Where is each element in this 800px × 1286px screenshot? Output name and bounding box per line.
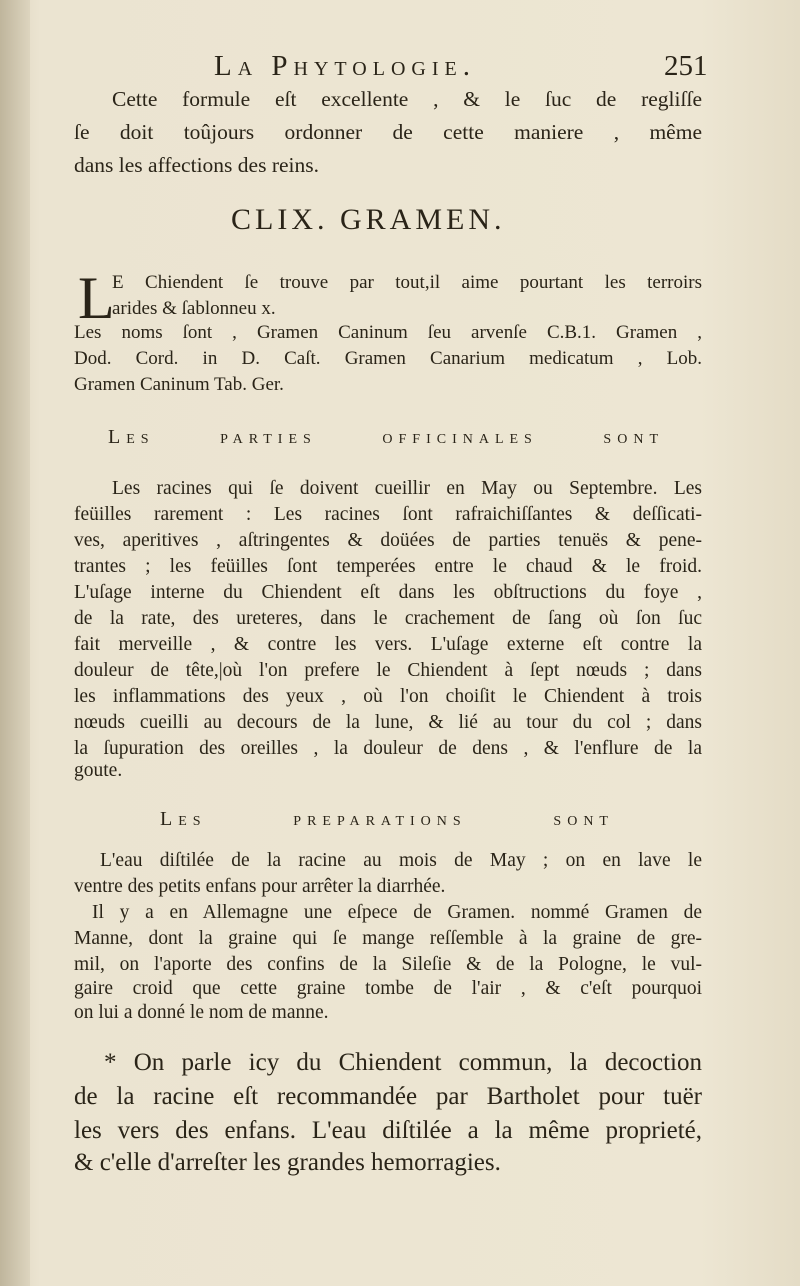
officinal-line: de la rate, des ureteres, dans le crachement de ſang où ſon ſuc	[74, 608, 702, 629]
officinal-line: trantes ; les feüilles ſont temperées entre le chaud & le froid.	[74, 556, 702, 577]
note-line: les vers des enfans. L'eau diſtilée a la même proprieté,	[74, 1117, 702, 1144]
page-gutter	[0, 0, 30, 1286]
intro-line: dans les affections des reins.	[74, 153, 319, 177]
preparations-line: mil, on l'aporte des confins de la Sileſie & de la Pologne, le vul-	[74, 954, 702, 975]
description-line: arides & ſablonneu x.	[112, 298, 276, 319]
running-header-title: La Phytologie.	[214, 50, 476, 82]
preparations-line: Manne, dont la graine qui ſe mange reſſemble à la graine de gre-	[74, 928, 702, 949]
drop-cap: L	[78, 265, 115, 331]
preparations-line: L'eau diſtilée de la racine au mois de May ; on en lave le	[100, 850, 702, 871]
officinal-heading: Les parties officinales sont	[108, 426, 664, 448]
preparations-line: Il y a en Allemagne une eſpece de Gramen. nommé Gramen de	[92, 902, 702, 923]
page-number: 251	[664, 50, 708, 82]
officinal-line: Les racines qui ſe doivent cueillir en May ou Septembre. Les	[112, 478, 702, 499]
officinal-line: les inflammations des yeux , où l'on choiſit le Chiendent à trois	[74, 686, 702, 707]
officinal-line: douleur de tête,|où l'on prefere le Chiendent à ſept nœuds ; dans	[74, 660, 702, 681]
officinal-line: feüilles rarement : Les racines ſont rafraichiſſantes & deſſicati-	[74, 504, 702, 525]
preparations-line: ventre des petits enfans pour arrêter la diarrhée.	[74, 876, 446, 897]
note-line: & c'elle d'arreſter les grandes hemorragies.	[74, 1149, 501, 1176]
officinal-line: la ſupuration des oreilles , la douleur de dens , & l'enflure de la	[74, 738, 702, 759]
intro-line: ſe doit toûjours ordonner de cette maniere , même	[74, 120, 702, 144]
officinal-line: nœuds cueilli au decours de la lune, & lié au tour du col ; dans	[74, 712, 702, 733]
note-line: de la racine eſt recommandée par Bartholet pour tuër	[74, 1083, 702, 1110]
names-line: Dod. Cord. in D. Caſt. Gramen Canarium medicatum , Lob.	[74, 348, 702, 369]
description-line: E Chiendent ſe trouve par tout,il aime pourtant les terroirs	[112, 272, 702, 293]
officinal-line: L'uſage interne du Chiendent eſt dans les obſtructions du foye ,	[74, 582, 702, 603]
preparations-line: gaire croid que cette graine tombe de l'air , & c'eſt pourquoi	[74, 978, 702, 999]
preparations-line: on lui a donné le nom de manne.	[74, 1002, 329, 1023]
officinal-line: goute.	[74, 760, 123, 781]
names-line: Gramen Caninum Tab. Ger.	[74, 374, 284, 395]
officinal-line: ves, aperitives , aſtringentes & doüées de parties tenuës & pene-	[74, 530, 702, 551]
preparations-heading: Les preparations sont	[160, 808, 614, 830]
officinal-line: fait merveille , & contre les vers. L'uſage externe eſt contre la	[74, 634, 702, 655]
intro-line: Cette formule eſt excellente , & le ſuc de regliſſe	[112, 87, 702, 111]
note-line: * On parle icy du Chiendent commun, la decoction	[104, 1049, 702, 1076]
section-title: CLIX. GRAMEN.	[231, 203, 506, 236]
names-line: Les noms ſont , Gramen Caninum ſeu arvenſe C.B.1. Gramen ,	[74, 322, 702, 343]
